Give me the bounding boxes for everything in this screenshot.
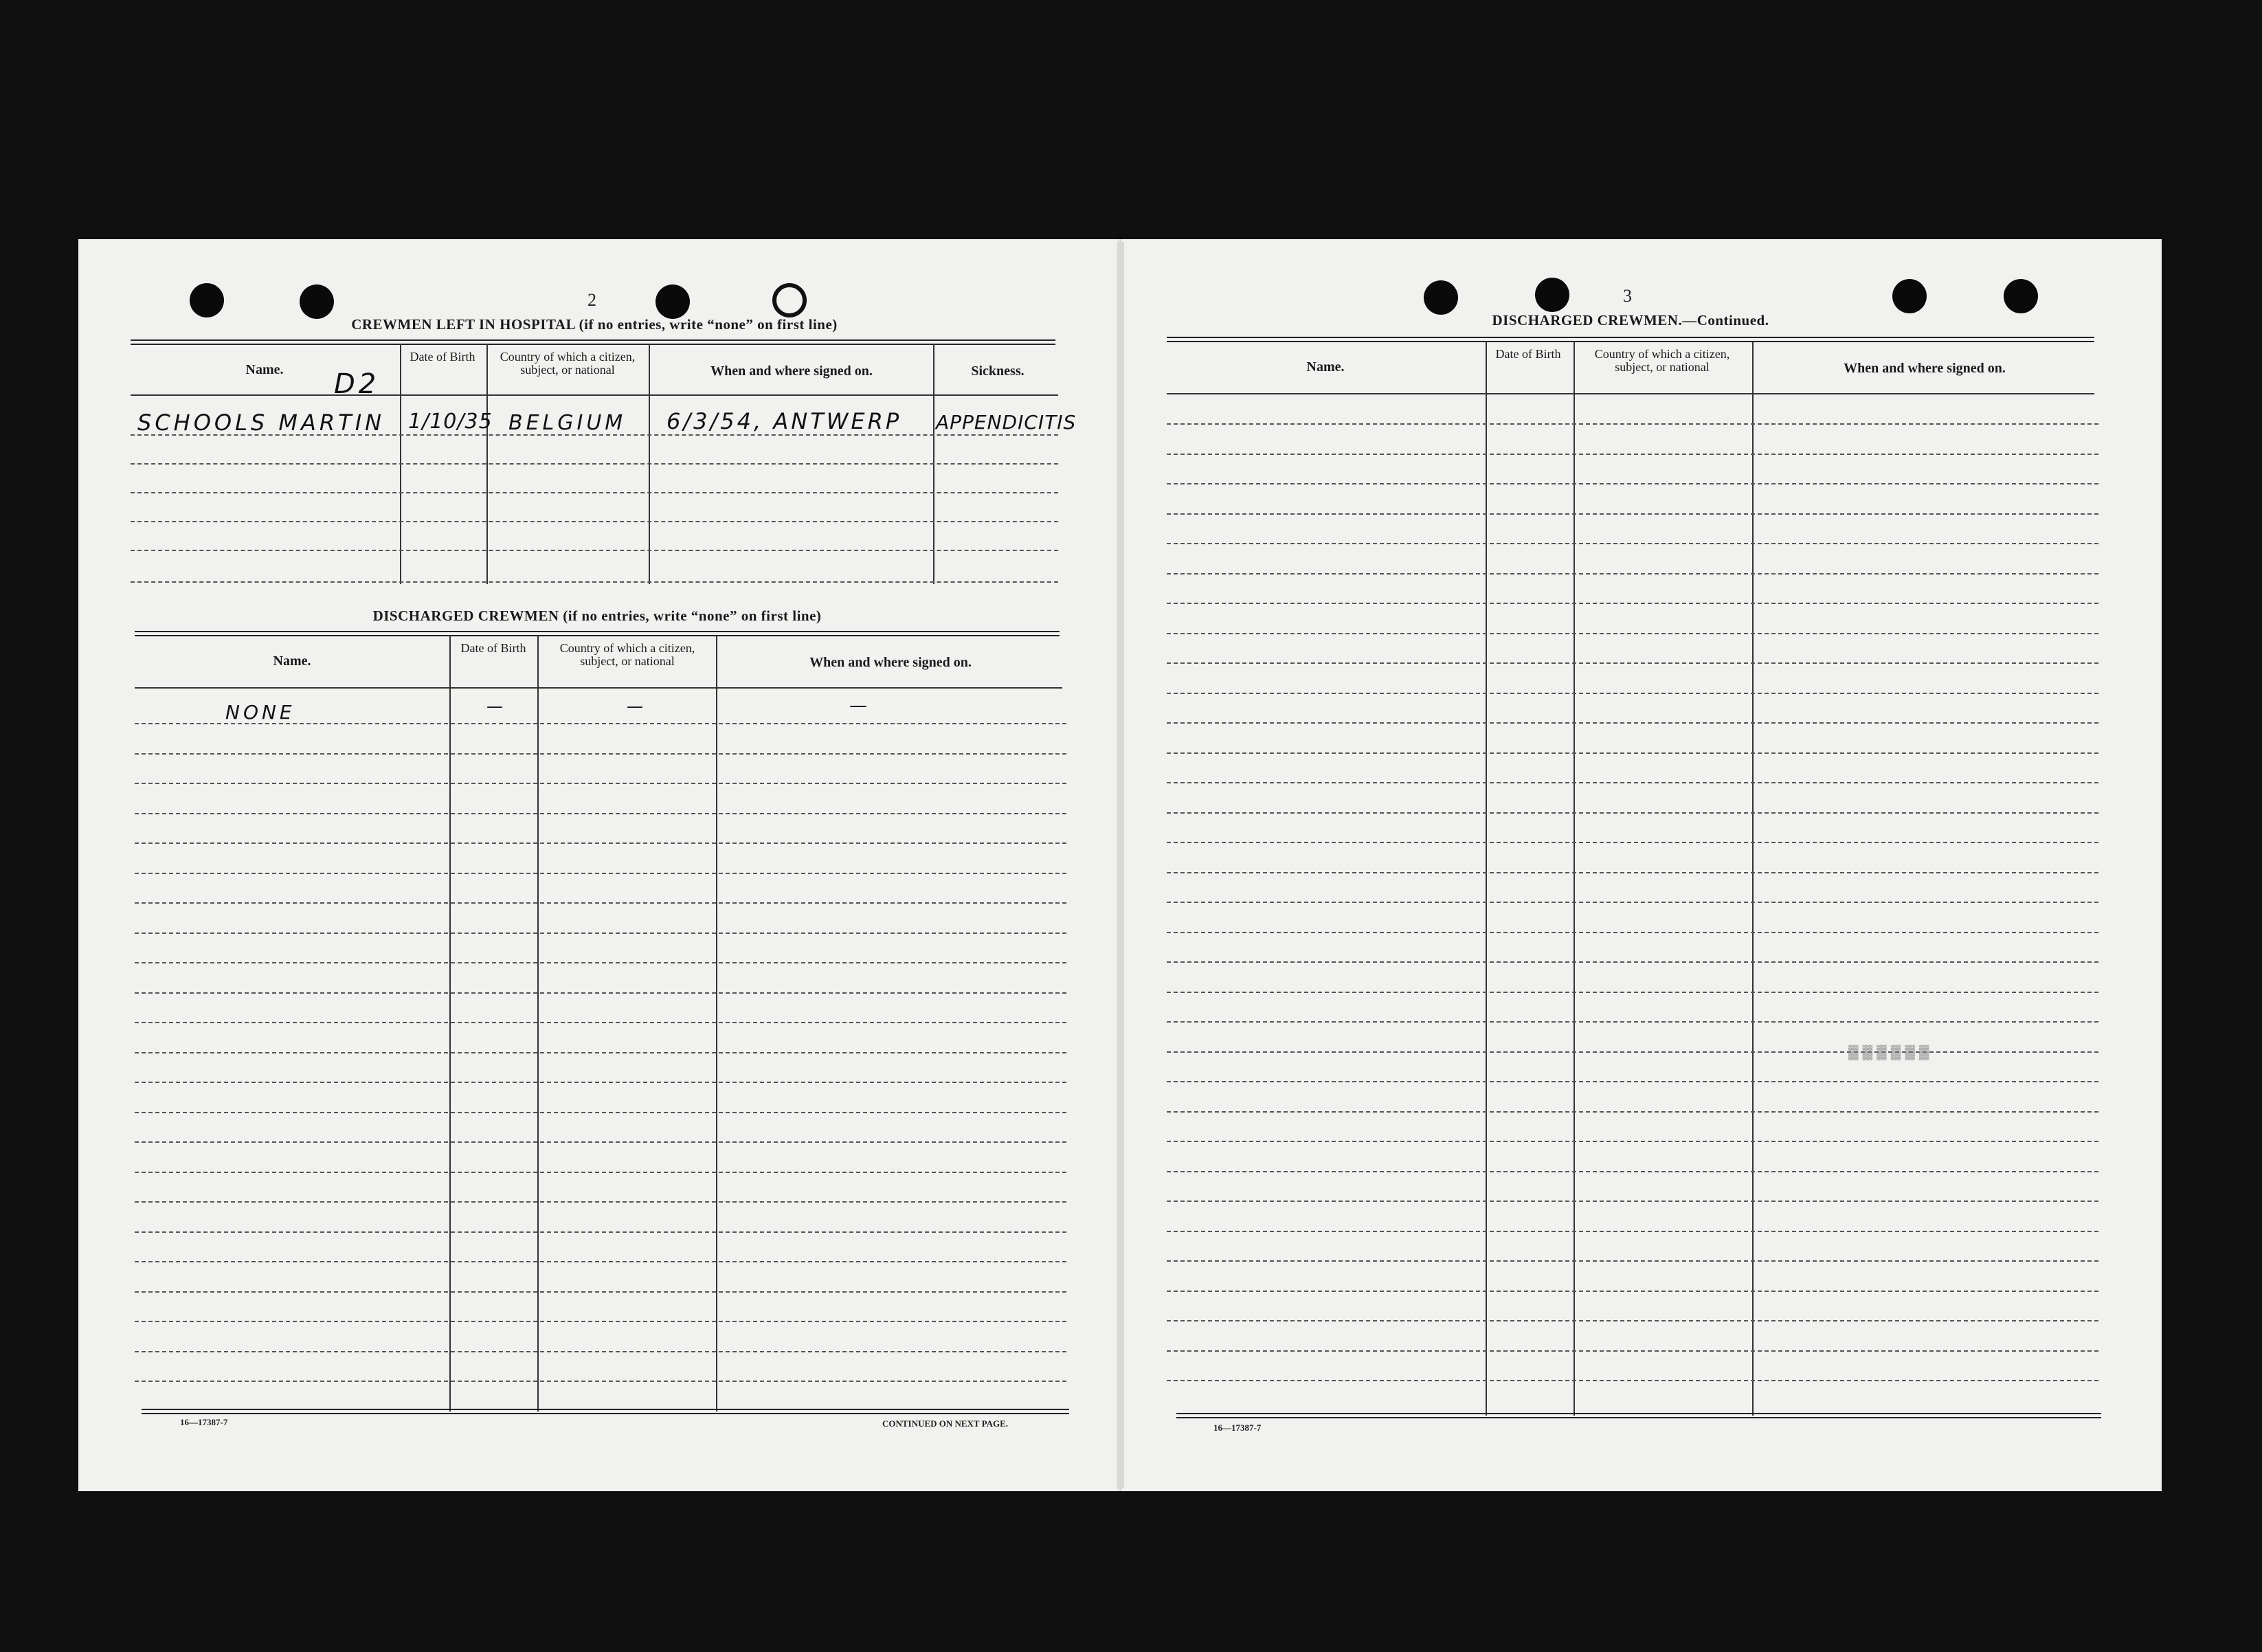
right-section-title: DISCHARGED CREWMEN.—Continued. xyxy=(1492,312,1769,328)
entry-line xyxy=(1167,1201,2098,1202)
right-header-name: Name. xyxy=(1306,359,1345,375)
punch-hole-icon xyxy=(2004,279,2038,313)
entry-line xyxy=(1167,633,2098,634)
discharged-top-rule xyxy=(135,631,1060,636)
entry-line xyxy=(1167,902,2098,903)
discharged-section-title: DISCHARGED CREWMEN (if no entries, write “none” on first line) xyxy=(372,607,822,624)
entry-line xyxy=(1167,1021,2098,1023)
discharged-entry-country: — xyxy=(627,697,643,716)
entry-line xyxy=(1167,722,2098,724)
entry-line xyxy=(1167,483,2098,484)
entry-line xyxy=(135,1172,1066,1173)
entry-line xyxy=(1167,872,2098,873)
right-header-rule xyxy=(1167,393,2094,394)
entry-line xyxy=(131,581,1058,583)
entry-line xyxy=(1167,513,2098,515)
punch-hole-icon xyxy=(656,284,690,319)
entry-line xyxy=(1167,454,2098,455)
entry-line xyxy=(1167,932,2098,933)
discharged-header-dob: Date of Birth xyxy=(460,641,526,655)
entry-line xyxy=(1167,1291,2098,1292)
punch-hole-icon xyxy=(1424,280,1458,315)
entry-line xyxy=(1167,573,2098,574)
entry-line xyxy=(135,1022,1066,1023)
hospital-top-rule xyxy=(131,339,1055,345)
right-header-dob: Date of Birth xyxy=(1495,347,1561,361)
page-number: 3 xyxy=(1623,286,1632,306)
entry-line xyxy=(1167,1350,2098,1352)
entry-line xyxy=(135,1231,1066,1233)
entry-line xyxy=(1167,1141,2098,1142)
column-divider xyxy=(1752,342,1754,1416)
right-page xyxy=(1121,239,2162,1491)
discharged-header-rule xyxy=(135,687,1062,689)
entry-line xyxy=(1167,992,2098,993)
entry-line xyxy=(135,902,1066,904)
faint-stamp: ▓▓▓▓▓▓ xyxy=(1848,1045,1934,1060)
hospital-header-signed: When and where signed on. xyxy=(710,364,873,379)
page-number: 2 xyxy=(587,290,596,310)
entry-line xyxy=(1167,752,2098,754)
left-bottom-rule xyxy=(142,1409,1069,1414)
hospital-header-dob: Date of Birth xyxy=(410,350,475,364)
entry-line xyxy=(135,753,1066,755)
hospital-entry-signed: 6/3/54, ANTWERP xyxy=(667,408,902,434)
entry-line xyxy=(1167,693,2098,694)
entry-line xyxy=(131,492,1058,493)
entry-line xyxy=(131,521,1058,522)
entry-line xyxy=(135,813,1066,814)
hospital-header-name: Name. xyxy=(245,362,284,377)
entry-line xyxy=(1167,1111,2098,1113)
entry-line xyxy=(1167,662,2098,664)
entry-line xyxy=(135,1082,1066,1083)
punch-hole-icon xyxy=(772,283,807,317)
entry-line xyxy=(1167,543,2098,544)
left-footer-note: CONTINUED ON NEXT PAGE. xyxy=(882,1418,1008,1429)
right-footer-code: 16—17387-7 xyxy=(1213,1422,1262,1433)
entry-line xyxy=(1167,782,2098,783)
entry-line xyxy=(135,873,1066,874)
hospital-entry-name: SCHOOLS MARTIN xyxy=(137,410,385,436)
entry-line xyxy=(1167,1231,2098,1232)
margin-mark: D2 xyxy=(334,368,380,400)
column-divider xyxy=(716,635,717,1411)
right-header-signed: When and where signed on. xyxy=(1844,361,2006,376)
column-divider xyxy=(537,635,539,1411)
entry-line xyxy=(131,463,1058,465)
discharged-entry-dob: — xyxy=(486,697,503,716)
discharged-header-country: Country of which a citizen, subject, or national xyxy=(559,641,695,668)
punch-hole-icon xyxy=(300,284,334,319)
entry-line xyxy=(1167,1081,2098,1082)
entry-line xyxy=(1167,842,2098,843)
entry-line xyxy=(1167,1380,2098,1381)
entry-line xyxy=(1167,1051,2098,1053)
entry-line xyxy=(135,1261,1066,1262)
punch-hole-icon xyxy=(1892,279,1927,313)
entry-line xyxy=(135,842,1066,844)
discharged-header-name: Name. xyxy=(273,654,311,669)
entry-line xyxy=(1167,961,2098,963)
hospital-entry-dob: 1/10/35 xyxy=(408,410,493,434)
left-footer-code: 16—17387-7 xyxy=(180,1417,228,1427)
entry-line xyxy=(1167,1320,2098,1321)
right-bottom-rule xyxy=(1176,1413,2101,1418)
entry-line xyxy=(135,1321,1066,1322)
hospital-section-title: CREWMEN LEFT IN HOSPITAL (if no entries, write “none” on first line) xyxy=(351,316,838,333)
discharged-entry-name: NONE xyxy=(225,701,295,724)
entry-line xyxy=(1167,423,2098,425)
entry-line xyxy=(135,783,1066,784)
right-top-rule xyxy=(1167,337,2094,342)
discharged-entry-signed: — xyxy=(849,695,867,716)
entry-line xyxy=(135,1141,1066,1143)
hospital-entry-sickness: APPENDICITIS xyxy=(936,411,1077,434)
entry-line xyxy=(135,933,1066,934)
hospital-entry-country: BELGIUM xyxy=(508,411,627,435)
entry-line xyxy=(1167,812,2098,814)
entry-line xyxy=(135,962,1066,963)
entry-line xyxy=(135,1112,1066,1113)
punch-hole-icon xyxy=(1535,278,1569,312)
column-divider xyxy=(449,635,451,1411)
entry-line xyxy=(135,1291,1066,1293)
entry-line xyxy=(1167,1260,2098,1262)
entry-line xyxy=(135,1381,1066,1382)
right-header-country: Country of which a citizen, subject, or national xyxy=(1594,347,1730,374)
column-divider xyxy=(1486,342,1487,1416)
hospital-header-sickness: Sickness. xyxy=(971,364,1024,379)
punch-hole-icon xyxy=(190,283,224,317)
page-fold xyxy=(1117,242,1124,1488)
entry-line xyxy=(135,1201,1066,1203)
column-divider xyxy=(1574,342,1575,1416)
entry-line xyxy=(131,550,1058,551)
entry-line xyxy=(135,1351,1066,1352)
entry-line xyxy=(1167,603,2098,604)
entry-line xyxy=(135,992,1066,994)
hospital-header-country: Country of which a citizen, subject, or national xyxy=(500,350,636,377)
entry-line xyxy=(1167,1171,2098,1172)
hospital-header-rule xyxy=(131,394,1058,396)
discharged-header-signed: When and where signed on. xyxy=(809,655,972,670)
entry-line xyxy=(135,1052,1066,1053)
